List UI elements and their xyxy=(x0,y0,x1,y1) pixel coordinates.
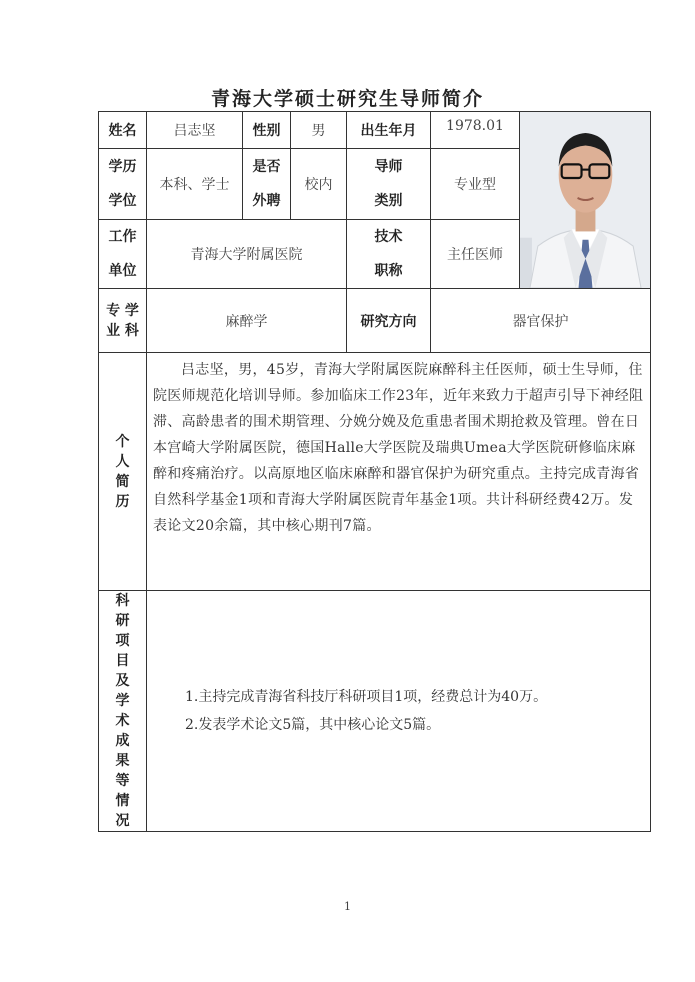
major-value: 麻醉学 xyxy=(147,289,347,353)
bio-label: 个 人 简 历 xyxy=(99,353,147,591)
title-value: 主任医师 xyxy=(431,220,520,289)
direction-value: 器官保护 xyxy=(431,289,651,353)
title-label: 技术 职称 xyxy=(347,220,431,289)
category-value: 专业型 xyxy=(431,149,520,220)
external-label: 是否 外聘 xyxy=(243,149,291,220)
work-label: 工作 单位 xyxy=(99,220,147,289)
name-value: 吕志坚 xyxy=(147,112,243,149)
work-value: 青海大学附属医院 xyxy=(147,220,347,289)
page-title: 青海大学硕士研究生导师简介 xyxy=(210,88,484,110)
birth-label: 出生年月 xyxy=(347,112,431,149)
name-label: 姓名 xyxy=(99,112,147,149)
birth-value: 1978.01 xyxy=(431,112,520,149)
portrait-image xyxy=(520,112,650,288)
gender-label: 性别 xyxy=(243,112,291,149)
portrait-photo xyxy=(520,112,651,289)
major-label: 专 学 业 科 xyxy=(99,289,147,353)
degree-label: 学历 学位 xyxy=(99,149,147,220)
bio-text: 吕志坚，男，45岁，青海大学附属医院麻醉科主任医师，硕士生导师，住院医师规范化培训导师。参加临床工作23年，近年来致力于超声引导下神经阻滞、高龄患者的围术期管理、分娩分娩及危重患者围术期抢救及管理。曾在日本宫崎大学附属医院，德国Halle大学医院及瑞典Umea大学医院研修临床麻醉和疼痛治疗。以高原地区临床麻醉和器官保护为研究重点。主持完成青海省自然科学基金1项和青海大学附属医院青年基金1项。共计科研经费42万。发表论文20余篇，其中核心期刊7篇。 xyxy=(147,353,651,591)
research-label: 科 研 项 目 及 学 术 成 果 等 情 况 xyxy=(99,591,147,832)
page-number: 1 xyxy=(344,900,351,913)
category-label: 导师 类别 xyxy=(347,149,431,220)
research-item: 2.发表学术论文5篇，其中核心论文5篇。 xyxy=(185,717,441,733)
research-item: 1.主持完成青海省科技厅科研项目1项，经费总计为40万。 xyxy=(185,689,548,705)
degree-value: 本科、学士 xyxy=(147,149,243,220)
profile-table xyxy=(98,111,651,832)
direction-label: 研究方向 xyxy=(347,289,431,353)
external-value: 校内 xyxy=(291,149,347,220)
research-content xyxy=(147,591,651,832)
gender-value: 男 xyxy=(291,112,347,149)
